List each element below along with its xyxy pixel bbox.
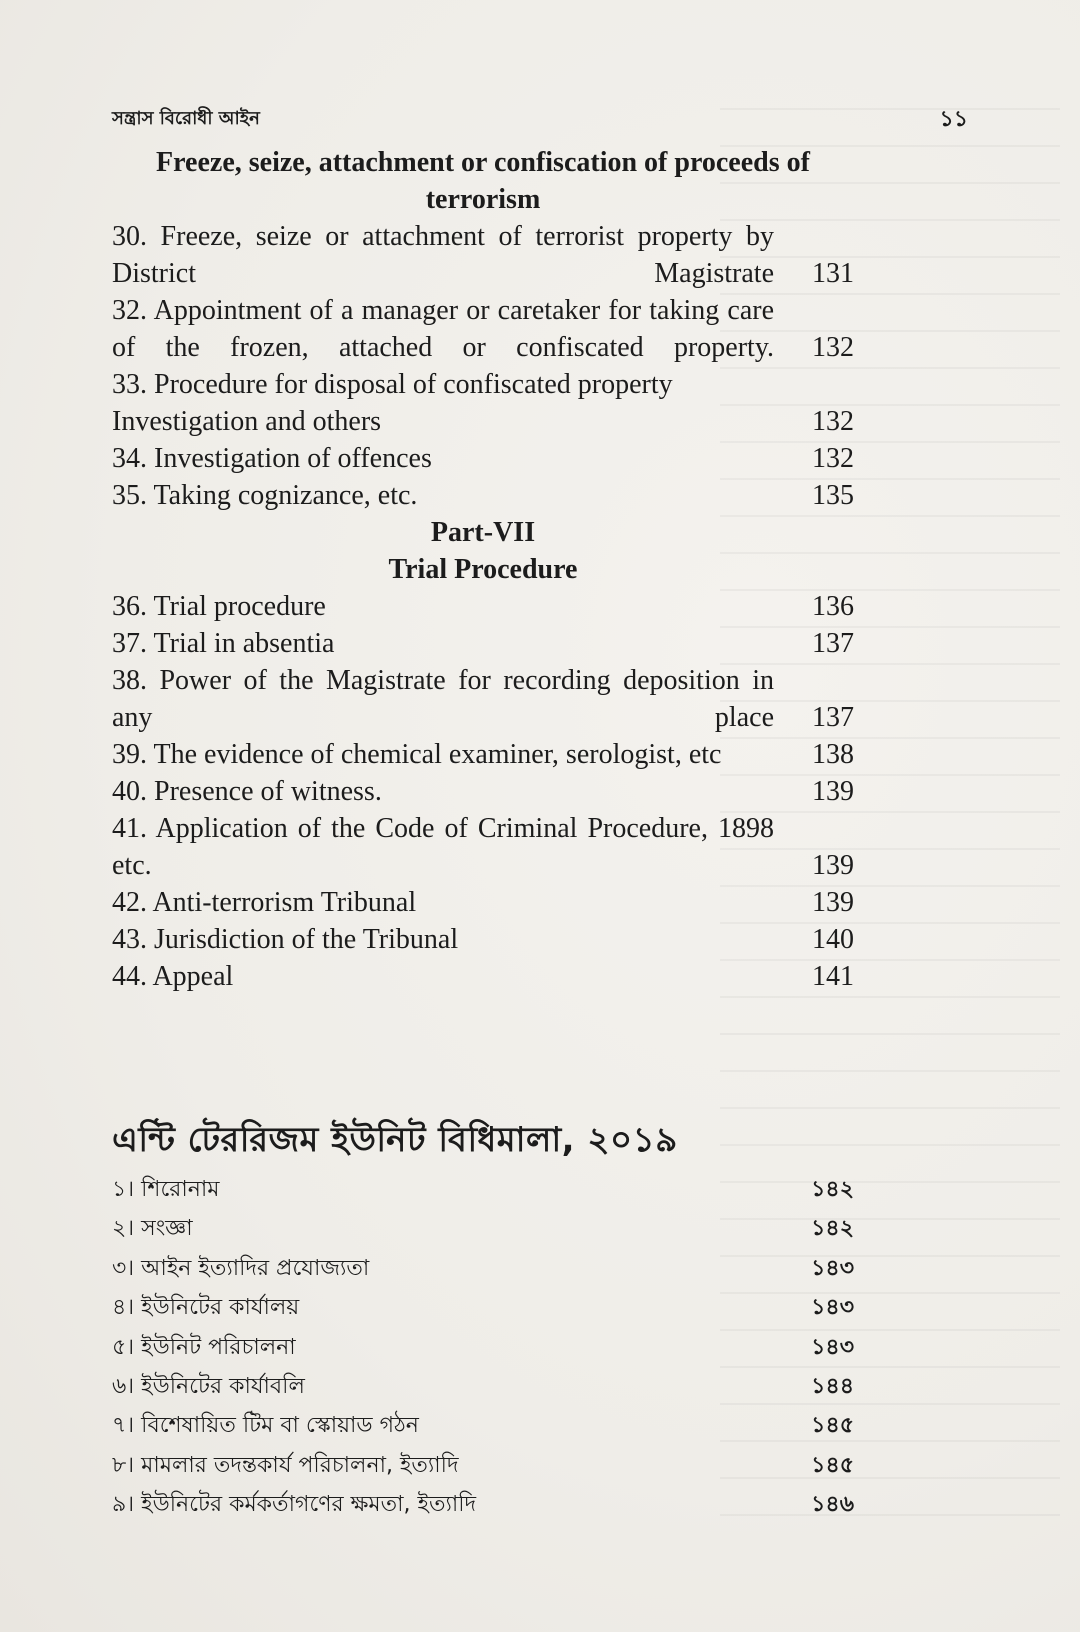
- list-item-text: ২। সংজ্ঞা: [112, 1216, 193, 1242]
- list-item-text: ৬। ইউনিটের কার্যাবলি: [112, 1373, 305, 1399]
- list-item-text: ৪। ইউনিটের কার্যালয়: [112, 1295, 300, 1321]
- toc-entry-text: 41. Application of the Code of Criminal Procedure, 1898 etc.: [112, 813, 774, 881]
- toc-entry-page: 132: [812, 406, 854, 437]
- toc-entry-page: 139: [812, 850, 854, 881]
- list-item-page: ১৪৫: [811, 1452, 854, 1478]
- toc-entry-page: 132: [812, 443, 854, 474]
- toc-entry: [112, 440, 854, 477]
- running-title: সন্ত্রাস বিরোধী আইন: [112, 108, 260, 129]
- toc-entry-text: 32. Appointment of a manager or caretaker for taking care of the frozen, attached or confiscated property.: [112, 295, 774, 363]
- toc-entry: [112, 958, 854, 995]
- toc-entry-page: 131: [812, 258, 854, 289]
- list-item: [112, 1328, 854, 1367]
- toc-entry: [112, 810, 854, 884]
- toc-entry-text: 43. Jurisdiction of the Tribunal: [112, 924, 459, 955]
- list-item-page: ১৪৩: [811, 1295, 854, 1321]
- toc-entry: [112, 773, 854, 810]
- toc-entry-text: 33. Procedure for disposal of confiscated property Investigation and others: [112, 369, 673, 437]
- toc-entry: [112, 662, 854, 736]
- toc-entry-page: 139: [812, 776, 854, 807]
- toc-entry: [112, 736, 854, 773]
- toc-entry-text: 44. Appeal: [112, 961, 234, 992]
- list-item: [112, 1446, 854, 1485]
- toc-entry: [112, 625, 854, 662]
- toc-entry: [112, 218, 854, 292]
- toc-entry-text: 42. Anti-terrorism Tribunal: [112, 887, 417, 918]
- toc-entry-page: 137: [812, 628, 854, 659]
- toc-entry-text: 30. Freeze, seize or attachment of terrorist property by District Magistrate: [112, 221, 774, 289]
- toc-entry-text: 35. Taking cognizance, etc.: [112, 480, 418, 511]
- page-number: ১১: [939, 107, 968, 132]
- list-item: [112, 1406, 854, 1445]
- toc-entry-page: 139: [812, 887, 854, 918]
- toc-entry-text: 39. The evidence of chemical examiner, serologist, etc: [112, 739, 722, 770]
- list-item-text: ৯। ইউনিটের কর্মকর্তাগণের ক্ষমতা, ইত্যাদি: [112, 1492, 477, 1518]
- toc-entry: [112, 884, 854, 921]
- list-item-page: ১৪৬: [811, 1492, 854, 1518]
- toc-entry: [112, 292, 854, 366]
- list-item: [112, 1367, 854, 1406]
- rules-title: এন্টি টেররিজম ইউনিট বিধিমালা, ২০১৯: [112, 1120, 678, 1160]
- list-item: [112, 1209, 854, 1248]
- list-item-text: ৮। মামলার তদন্তকার্য পরিচালনা, ইত্যাদি: [112, 1452, 459, 1478]
- toc-entry: [112, 366, 854, 440]
- toc-entry-text: 36. Trial procedure: [112, 591, 326, 622]
- part-title: Trial Procedure: [388, 554, 578, 585]
- toc-entry-page: 137: [812, 702, 854, 733]
- list-item: [112, 1288, 854, 1327]
- list-item-text: ৫। ইউনিট পরিচালনা: [112, 1334, 296, 1360]
- toc-entry-page: 135: [812, 480, 854, 511]
- toc-entry-page: 141: [812, 961, 854, 992]
- toc-entry-text: 40. Presence of witness.: [112, 776, 382, 807]
- list-item-text: ৩। আইন ইত্যাদির প্রযোজ্যতা: [112, 1255, 370, 1281]
- toc-entry-page: 132: [812, 332, 854, 363]
- list-item-text: ৭। বিশেষায়িত টিম বা স্কোয়াড গঠন: [112, 1413, 419, 1439]
- list-item: [112, 1485, 854, 1524]
- list-item-page: ১৪২: [811, 1216, 854, 1242]
- list-item-page: ১৪২: [811, 1177, 854, 1202]
- toc-entry-page: 136: [812, 591, 854, 622]
- list-item-page: ১৪৩: [811, 1255, 854, 1281]
- toc-entry-text: 34. Investigation of offences: [112, 443, 432, 474]
- list-item-page: ১৪৪: [811, 1373, 854, 1399]
- part-label: Part-VII: [430, 517, 536, 548]
- list-item: [112, 1170, 854, 1209]
- section-title: Freeze, seize, attachment or confiscation of proceeds of terrorism: [156, 147, 810, 215]
- rules-list: [112, 1170, 854, 1525]
- toc-entry: [112, 588, 854, 625]
- toc-entry-text: 37. Trial in absentia: [112, 628, 335, 659]
- toc-entry: [112, 477, 854, 514]
- toc-entry: [112, 921, 854, 958]
- running-header: [112, 104, 968, 134]
- list-item-text: ১। শিরোনাম: [112, 1177, 220, 1202]
- toc-entry-text: 38. Power of the Magistrate for recording deposition in any place: [112, 665, 774, 733]
- list-item-page: ১৪৩: [811, 1334, 854, 1360]
- toc-content: [112, 144, 854, 995]
- list-item-page: ১৪৫: [811, 1413, 854, 1439]
- toc-entry-page: 140: [812, 924, 854, 955]
- toc-entry-page: 138: [812, 739, 854, 770]
- list-item: [112, 1249, 854, 1288]
